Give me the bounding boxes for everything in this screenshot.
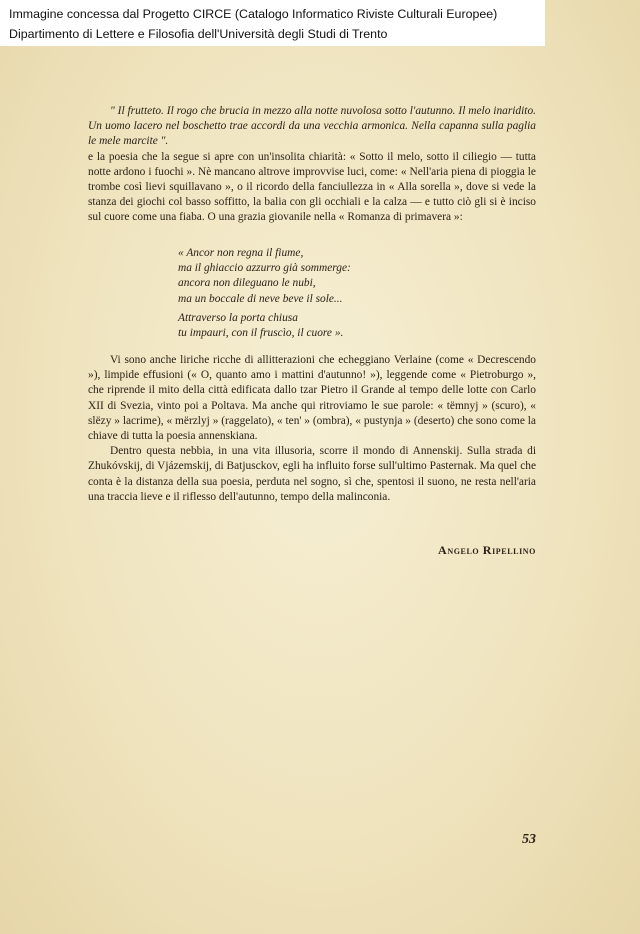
intro-quote: " Il frutteto. Il rogo che brucia in mezzo alla notte nuvolosa sotto l'autunno. Il melo inaridito. Un uomo lacero nel boschetto trae accordi da una vecchia armonica. Nella capanna sulla paglia le mele marcite ". bbox=[88, 105, 536, 148]
poem-line: ma un boccale di neve beve il sole... bbox=[178, 292, 343, 305]
poem-line: tu impauri, con il fruscìo, il cuore ». bbox=[178, 327, 344, 340]
author-signature: Angelo Ripellino bbox=[438, 543, 536, 557]
paragraph-2: Vi sono anche liriche ricche di allitterazioni che echeggiano Verlaine (come « Decrescendo »), limpide effusioni (« O, quanto amo i mattini d'autunno! »), leggende come « Pietroburgo », che riprende il mito della città edificata dallo tzar Pietro il Grande al tempo delle lotte con Carlo XII di Svezia, vinto poi a Poltava. Ma anche qui ritroviamo le sue parole: « tëmnyj » (scuro), « slëzy » lacrime), « mërzlyj » (raggelato), « ten' » (ombra), « pustynja » (deserto) che sono come la chiave di tutta la poesia annenskiana. bbox=[88, 354, 536, 443]
article-body-bottom bbox=[88, 353, 536, 505]
poem-line: « Ancor non regna il fiume, bbox=[178, 247, 304, 259]
banner-line-1: Immagine concessa dal Progetto CIRCE (Catalogo Informatico Riviste Culturali Europee) bbox=[9, 7, 498, 21]
poem-line: ancora non dileguano le nubi, bbox=[178, 277, 316, 290]
banner-line-2: Dipartimento di Lettere e Filosofia dell'Università degli Studi di Trento bbox=[9, 27, 388, 41]
source-banner bbox=[0, 0, 545, 46]
poem-stanza-2 bbox=[178, 311, 478, 341]
poem-stanza-1 bbox=[178, 246, 478, 307]
article-body-top bbox=[88, 104, 536, 226]
poem-line: ma il ghiaccio azzurro già sommerge: bbox=[178, 262, 351, 275]
poem-line: Attraverso la porta chiusa bbox=[178, 312, 298, 324]
paragraph-1: e la poesia che la segue si apre con un'insolita chiarità: « Sotto il melo, sotto il ciliegio — tutta notte ardono i fuochi ». Nè mancano altrove improvvise luci, come: « Nell'aria piena di pioggia le trombe così lievi squillavano », o il ricordo della fanciullezza in « Alla sorella », dove si vede la stanza dei giochi col basso soffitto, la balia con gli occhiali e la calza — e tutto ciò gli si è inciso sul cuore come una fiaba. O una grazia giovanile nella « Romanza di primavera »: bbox=[88, 150, 536, 224]
paragraph-3: Dentro questa nebbia, in una vita illusoria, scorre il mondo di Annenskij. Sulla strada di Zhukóvskij, di Vjázemskij, di Batjusckov, egli ha influito forse sull'ultimo Pasternak. Ma quel che conta è la distanza della sua poesia, perduta nel sogno, sì che, spentosi il suono, ne resta nell'aria una traccia lieve e il riflesso dell'autunno, tempo della malinconia. bbox=[88, 445, 536, 503]
page-number: 53 bbox=[522, 832, 536, 847]
